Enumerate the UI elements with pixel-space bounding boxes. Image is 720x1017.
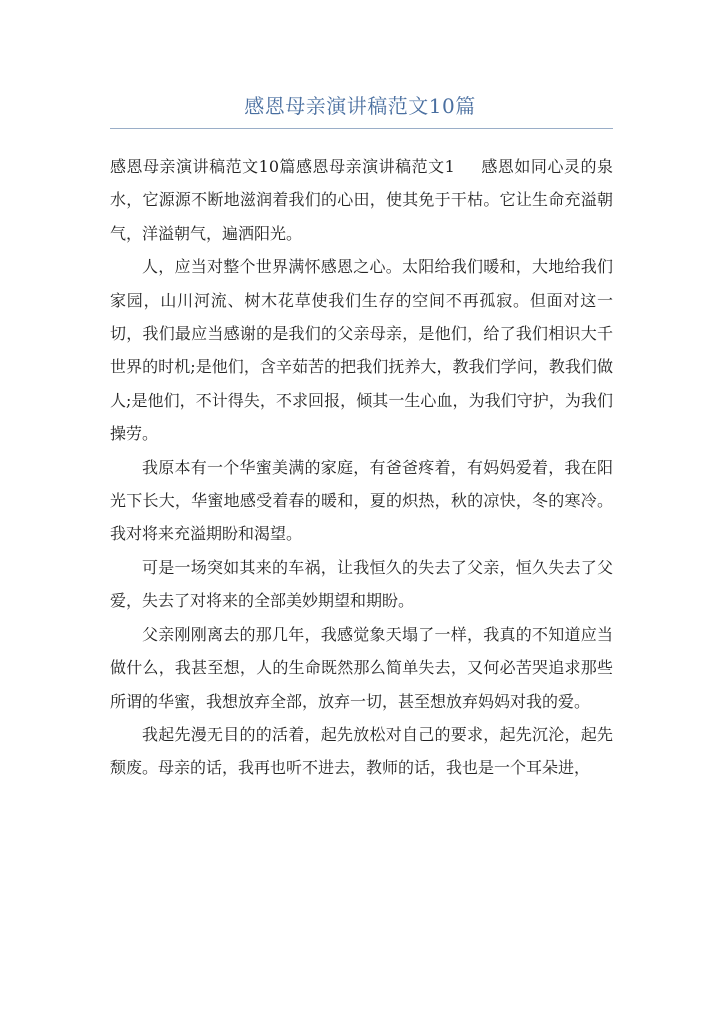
- body-paragraph: 父亲刚刚离去的那几年，我感觉象天塌了一样，我真的不知道应当做什么，我甚至想，人的生命既然那么简单失去，又何必苦哭追求那些所谓的华蜜，我想放弃全部，放弃一切，甚至想放弃妈妈对我的爱。: [110, 624, 613, 711]
- intro-paragraph: [110, 150, 613, 250]
- body-paragraph: 可是一场突如其来的车祸，让我恒久的失去了父亲，恒久失去了父爱，失去了对将来的全部美妙期望和期盼。: [110, 557, 613, 611]
- title-divider: [110, 128, 613, 129]
- body-paragraph: 我原本有一个华蜜美满的家庭，有爸爸疼着，有妈妈爱着，我在阳光下长大，华蜜地感受着春的暖和，夏的炽热，秋的凉快，冬的寒冷。我对将来充溢期盼和渴望。: [110, 457, 613, 544]
- document-title: 感恩母亲演讲稿范文10篇: [244, 94, 476, 118]
- document-body: [110, 150, 613, 785]
- body-paragraph: 人，应当对整个世界满怀感恩之心。太阳给我们暖和，大地给我们家园，山川河流、树木花草使我们生存的空间不再孤寂。但面对这一切，我们最应当感谢的是我们的父亲母亲，是他们，给了我们相识大千世界的时机;是他们，含辛茹苦的把我们抚养大，教我们学问，教我们做人;是他们，不计得失，不求回报，倾其一生心血，为我们守护，为我们操劳。: [110, 257, 613, 444]
- body-paragraph: 我起先漫无目的的活着，起先放松对自己的要求，起先沉沦，起先颓废。母亲的话，我再也听不进去，教师的话，我也是一个耳朵进，: [110, 724, 613, 778]
- intro-heading: 感恩母亲演讲稿范文10篇感恩母亲演讲稿范文1: [110, 157, 455, 176]
- intro-text: 感恩如同心灵的泉水，它源源不断地滋润着我们的心田，使其免于干枯。它让生命充溢朝气，洋溢朝气，遍洒阳光。: [110, 157, 613, 243]
